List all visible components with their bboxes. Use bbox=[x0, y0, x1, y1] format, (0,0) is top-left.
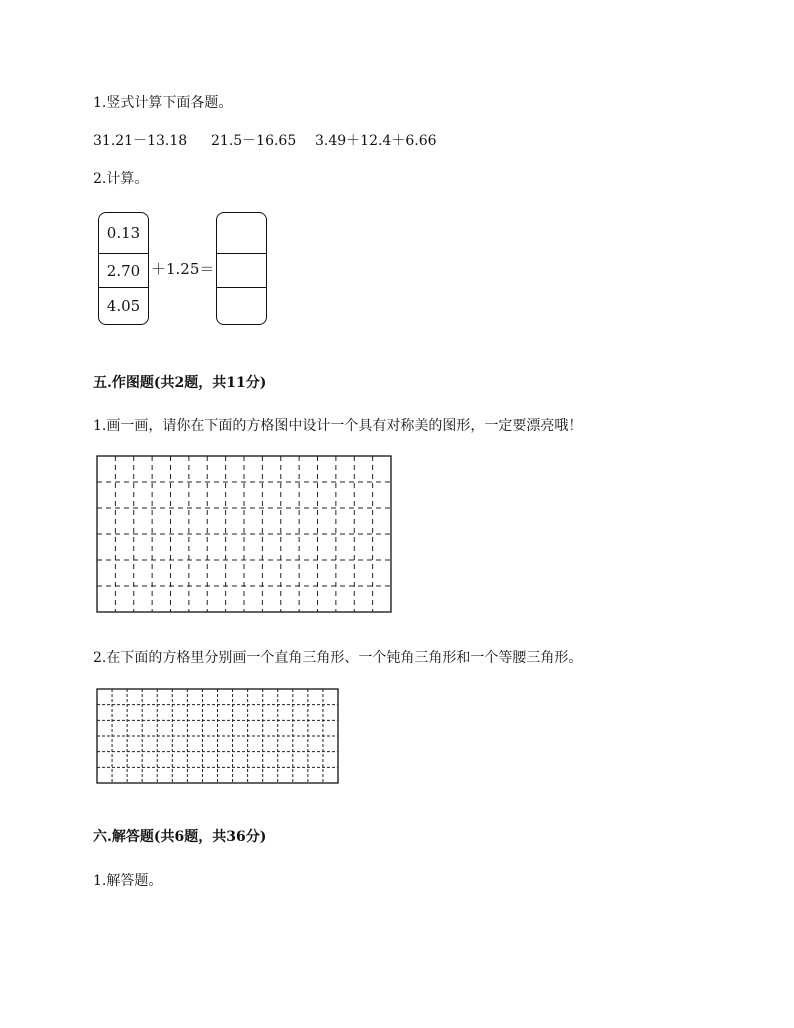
left-cell-3: 4.05 bbox=[99, 287, 148, 324]
question-5-1-text: 1.画一画，请你在下面的方格图中设计一个具有对称美的图形，一定要漂亮哦！ bbox=[93, 418, 583, 434]
expression-2: 21.5－16.65 bbox=[211, 133, 297, 149]
question-5-2-text: 2.在下面的方格里分别画一个直角三角形、一个钝角三角形和一个等腰三角形。 bbox=[93, 650, 583, 666]
expression-1: 31.21－13.18 bbox=[93, 133, 188, 149]
left-value-box bbox=[98, 212, 149, 325]
question-4-2-title: 2.计算。 bbox=[93, 171, 149, 187]
question-4-1-title: 1.竖式计算下面各题。 bbox=[93, 95, 233, 111]
expression-3: 3.49＋12.4＋6.66 bbox=[315, 133, 437, 149]
section-5-heading: 五.作图题(共2题，共11分) bbox=[93, 375, 267, 391]
answer-cell-1[interactable] bbox=[217, 213, 266, 253]
answer-box bbox=[216, 212, 267, 325]
drawing-grid-2[interactable] bbox=[96, 688, 339, 784]
answer-cell-3[interactable] bbox=[217, 287, 266, 324]
question-6-1-text: 1.解答题。 bbox=[93, 873, 163, 889]
section-6-heading: 六.解答题(共6题，共36分) bbox=[93, 829, 267, 845]
operator-text: ＋1.25＝ bbox=[151, 260, 215, 278]
left-cell-1: 0.13 bbox=[106, 224, 141, 242]
answer-cell-2[interactable] bbox=[217, 253, 266, 287]
drawing-grid-1[interactable] bbox=[96, 455, 392, 613]
left-cell-2: 2.70 bbox=[99, 253, 148, 287]
